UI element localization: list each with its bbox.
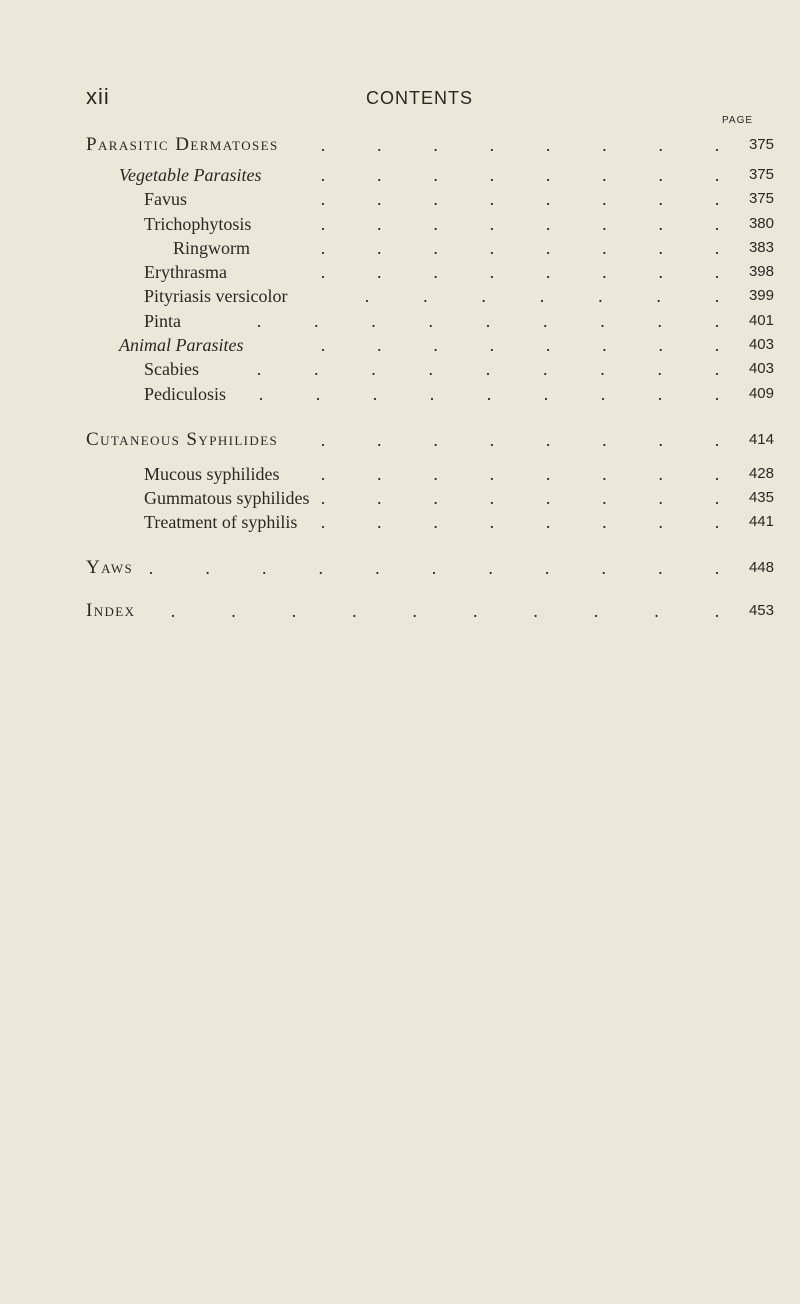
roman-page-number: xii	[86, 84, 110, 109]
topic-title: Pinta	[144, 311, 182, 331]
dot-leader: . . . . . . .	[364, 286, 720, 306]
dot-leader: . . . . . . . .	[320, 488, 720, 508]
page-ref: 414	[748, 431, 774, 448]
topic-title: Gummatous syphilides	[144, 488, 310, 508]
page-ref: 398	[748, 263, 774, 280]
toc-entry	[0, 188, 800, 212]
subsection-title: Animal Parasites	[119, 335, 244, 355]
page-ref: 375	[748, 190, 774, 207]
topic-title: Erythrasma	[144, 262, 227, 282]
section-title: Index	[86, 600, 136, 621]
toc-entry	[0, 463, 800, 487]
page-ref: 375	[748, 136, 774, 153]
topic-title: Scabies	[144, 359, 199, 379]
dot-leader: . . . . . . . . .	[256, 359, 720, 379]
toc-entry	[0, 134, 800, 158]
toc-entry	[0, 600, 800, 624]
page-ref: 401	[748, 312, 774, 329]
toc-entry	[0, 237, 800, 261]
page-ref: 435	[748, 489, 774, 506]
page-ref: 441	[748, 513, 774, 530]
dot-leader: . . . . . . . .	[320, 135, 720, 155]
dot-leader: . . . . . . . . .	[258, 384, 720, 404]
page-ref: 428	[748, 465, 774, 482]
toc-entry	[0, 383, 800, 407]
dot-leader: . . . . . . . .	[320, 512, 720, 532]
section-title: Parasitic Dermatoses	[86, 134, 279, 155]
dot-leader: . . . . . . . .	[320, 189, 720, 209]
page-ref: 409	[748, 385, 774, 402]
toc-entry	[0, 358, 800, 382]
page-title: CONTENTS	[366, 88, 473, 108]
toc-entry	[0, 310, 800, 334]
topic-title: Pediculosis	[144, 384, 227, 404]
dot-leader: . . . . . . . .	[320, 464, 720, 484]
dot-leader: . . . . . . . .	[320, 238, 720, 258]
section-title: Cutaneous Syphilides	[86, 429, 279, 450]
section-title: Yaws	[86, 557, 134, 578]
topic-title: Ringworm	[173, 238, 251, 258]
topic-title: Favus	[144, 189, 188, 209]
dot-leader: . . . . . . . . . . .	[148, 558, 720, 578]
toc-entry	[0, 334, 800, 358]
toc-entry	[0, 487, 800, 511]
page-column-label: PAGE	[722, 115, 754, 126]
page-ref: 403	[748, 336, 774, 353]
toc-entry	[0, 213, 800, 237]
dot-leader: . . . . . . . .	[320, 430, 720, 450]
topic-title: Mucous syphilides	[144, 464, 280, 484]
page-ref: 399	[748, 287, 774, 304]
toc-entry	[0, 261, 800, 285]
page-ref: 380	[748, 215, 774, 232]
dot-leader: . . . . . . . .	[320, 165, 720, 185]
toc-entry	[0, 285, 800, 309]
page-ref: 383	[748, 239, 774, 256]
toc-entry	[0, 557, 800, 581]
topic-title: Pityriasis versicolor	[144, 286, 288, 306]
toc-entry	[0, 511, 800, 535]
page-ref: 453	[748, 602, 774, 619]
topic-title: Treatment of syphilis	[144, 512, 298, 532]
subsection-title: Vegetable Parasites	[119, 165, 262, 185]
page-ref: 375	[748, 166, 774, 183]
page-ref: 403	[748, 360, 774, 377]
dot-leader: . . . . . . . . . .	[170, 601, 720, 621]
topic-title: Trichophytosis	[144, 214, 252, 234]
toc-entry	[0, 429, 800, 453]
dot-leader: . . . . . . . .	[320, 262, 720, 282]
page-ref: 448	[748, 559, 774, 576]
dot-leader: . . . . . . . . .	[256, 311, 720, 331]
dot-leader: . . . . . . . .	[320, 214, 720, 234]
toc-entry	[0, 164, 800, 188]
dot-leader: . . . . . . . .	[320, 335, 720, 355]
